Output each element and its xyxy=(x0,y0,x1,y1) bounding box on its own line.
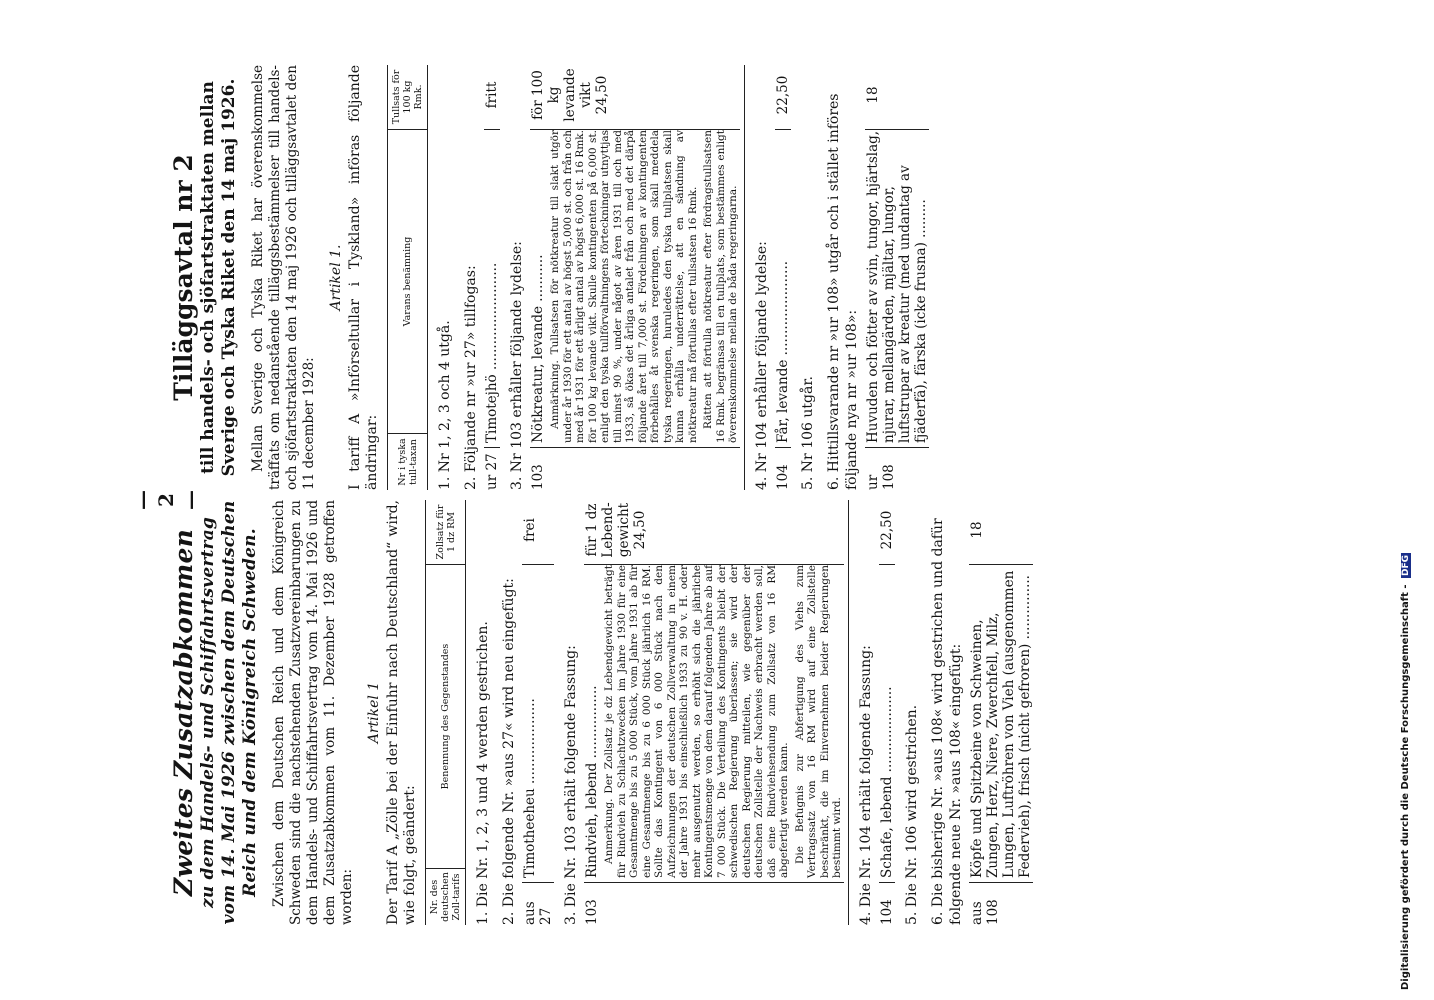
german-row-103-name: Rindvieh, lebend ................. xyxy=(584,685,600,878)
swedish-row-104-nr: 104 xyxy=(774,464,791,490)
german-note-1: Anmerkung. Der Zollsatz je dz Lebendgewicht beträgt für Rindvieh zu Schlachtzwecken im Jahre 1930 für eine Gesamtmenge bis zu 5 000 Stück, vom Jahre 1931 ab für eine Gesamtmenge bis zu 6 000 Stück jährlich 16 RM. Sollte das Kontingent von 6 000 Stück nach den Aufzeichnungen der deutschen Zollverwaltung in einem der Jahre 1931 bis einschließlich 1933 zu 90 v. H. oder mehr ausgenutzt werden, so erhöht sich die jährliche Kontingentsmenge von dem darauf folgenden Jahre ab auf 7 000 Stück. Die Verteilung des Kontingents bleibt der schwedischen Regierung überlassen; sie wird der deutschen Regierung mitteilen, wie gegenüber der deutschen Zollstelle der Nachweis erbracht werden soll, daß eine Rindviehsendung zum Zollsatz von 16 RM abgefertigt werden kann. xyxy=(603,565,790,878)
german-row-104-name: Schafe, lebend .................... xyxy=(879,565,895,883)
swedish-note-1: Anmärkning. Tullsatsen för nötkreatur till slakt utgör under år 1930 för ett antal av högst 5,000 st. och från och med år 1931 för ett årligt antal av högst 6,000 st. 16 Rmk. för 100 kg levande vikt. Skulle kontingenten på 6,000 st. enligt den tyska tullförvaltningens förteckningar utnyttjas till minst 90 %, under något av åren 1931 till och med 1933, så ökas det årliga antalet från och med det därpå följande året till 7,000 st. Fördelningen av kontingenten förbehålles åt svenska regeringen, som skall meddela tyska regeringen, huruledes den tyska tullplatsen skall kunna erhålla underrättelse, att en sändning av nötkreatur må förtullas efter tullsatsen 16 Rmk. xyxy=(549,130,699,443)
german-table-header xyxy=(425,500,466,925)
swedish-row-104-name: Får, levande ...................... xyxy=(775,130,791,448)
swedish-item-1: 1. Nr 1, 2, 3 och 4 utgå. xyxy=(437,320,453,490)
footer-credit xyxy=(1400,553,1411,990)
german-row-104-duty: 22,50 xyxy=(879,500,895,565)
swedish-article-text: I tariff A »Införseltullar i Tyskland» införas följande ändringar: xyxy=(347,65,380,490)
german-row-103-name-cell xyxy=(584,565,844,883)
german-th-nr: Nr. des deutschen Zoll-tarifs xyxy=(426,868,465,925)
german-row-27-name: Timotheeheu .................... xyxy=(522,565,554,883)
page-number: — 2 — xyxy=(130,490,202,510)
swedish-row-108-duty: 18 xyxy=(865,65,929,130)
swedish-th-name: Varans benämning xyxy=(388,129,427,433)
swedish-row-104 xyxy=(775,65,791,490)
german-row-103-nr: 103 xyxy=(584,899,600,925)
german-th-name: Benennung des Gegenstandes xyxy=(426,564,465,868)
german-item-5: 5. Die Nr. 106 wird gestrichen. xyxy=(903,704,920,925)
german-row-103 xyxy=(584,500,844,925)
swedish-item-6: 6. Hittillsvarande nr »ur 108» utgår och i stället införes följande nya nr »ur 108»: xyxy=(825,93,860,490)
german-item-2: 2. Die folgende Nr. »aus 27« wird neu eingefügt: xyxy=(501,578,517,925)
footer-credit-text: Digitalisierung gefördert durch die Deutsche Forschungsgemeinschaft - xyxy=(1400,584,1411,990)
german-item-1: 1. Die Nr. 1, 2, 3 und 4 werden gestrichen. xyxy=(475,621,491,925)
swedish-separator xyxy=(744,65,745,490)
german-article-text: Der Tarif A „Zölle bei der Einfuhr nach Deutschland“ wird, wie folgt, geändert: xyxy=(385,500,418,925)
german-item-4: 4. Die Nr. 104 erhält folgende Fassung: xyxy=(857,645,874,925)
german-separator xyxy=(848,500,849,925)
german-item-6: 6. Die bisherige Nr. »aus 108« wird gestrichen und dafür folgende neue Nr. »aus 108« eingefügt: xyxy=(929,518,964,925)
swedish-row-27-duty: fritt xyxy=(484,65,500,130)
swedish-row-103-name: Nötkreatur, levande ........... xyxy=(530,254,546,443)
german-subtitle: zu dem Handels- und Schiffahrtsvertrag vom 14. Mai 1926 zwischen dem Deutschen Reich und dem Königreich Schweden. xyxy=(198,500,260,925)
german-row-27-nr: aus 27 xyxy=(522,901,554,925)
german-th-duty: Zollsatz für 1 dz RM xyxy=(434,504,457,560)
swedish-row-103-duty: för 100 kg levande vikt 24,50 xyxy=(530,65,740,130)
german-row-104 xyxy=(879,500,895,925)
swedish-item-2: 2. Följande nr »ur 27» tillfogas: xyxy=(463,265,479,490)
swedish-th-nr: Nr i tyska tull-taxan xyxy=(388,433,427,490)
german-note-2: Die Befugnis zur Abfertigung des Viehs zum Vertragssatz von 16 RM wird auf eine Zollstelle beschränkt, die im Einvernehmen beider Regierungen bestimmt wird. xyxy=(793,565,843,878)
swedish-item-5: 5. Nr 106 utgår. xyxy=(799,376,816,490)
german-row-108-nr: aus 108 xyxy=(968,899,1001,925)
swedish-row-108-name: Huvuden och fötter av svin, tungor, hjärtslag, njurar, mellangärden, mjältar, lungor, luftstrupar av kreatur (med undantag av fjäderfä), färska (icke frusna) ......... xyxy=(865,130,929,448)
swedish-row-108-nr: ur 108 xyxy=(864,464,897,490)
swedish-row-27-nr: ur 27 xyxy=(484,453,500,490)
swedish-th-duty: Tullsats för 100 kg Rmk. xyxy=(391,69,424,125)
german-row-103-duty: für 1 dz Lebend-gewicht 24,50 xyxy=(584,500,844,565)
german-row-27 xyxy=(522,500,554,925)
swedish-item-4: 4. Nr 104 erhåller följande lydelse: xyxy=(753,241,770,490)
swedish-row-104-duty: 22,50 xyxy=(775,65,791,130)
swedish-article-heading: Artikel 1. xyxy=(328,244,344,311)
german-title: Zweites Zusatzabkommen xyxy=(169,529,198,896)
dfg-logo: DFG xyxy=(1401,554,1411,576)
swedish-row-27 xyxy=(484,65,500,490)
german-column xyxy=(170,500,1037,925)
swedish-row-103-name-cell xyxy=(530,130,740,448)
swedish-column xyxy=(170,65,933,490)
german-article-heading: Artikel 1 xyxy=(366,681,382,744)
swedish-row-108 xyxy=(865,65,929,490)
german-intro: Zwischen dem Deutschen Reich und dem Königreich Schweden sind die nachstehenden Zusatzvereinbarungen zu dem Handels- und Schiffahrtsvertrag vom 14. Mai 1926 und dem Zusatzabkommen vom 11. Dezember 1928 getroffen worden: xyxy=(271,500,355,925)
swedish-item-3: 3. Nr 103 erhåller följande lydelse: xyxy=(509,241,525,490)
swedish-subtitle: till handels- och sjöfartstraktaten mellan Sverige och Tyska Riket den 14 maj 1926. xyxy=(198,78,239,477)
german-row-108 xyxy=(969,500,1033,925)
swedish-row-103 xyxy=(530,65,740,490)
german-title-block xyxy=(170,500,261,925)
german-row-108-name: Köpfe und Spitzbeine von Schweinen, Zungen, Herz, Niere, Zwerchfell, Milz, Lungen, Luftröhren von Vieh (ausgenommen Federvieh), frisch (nicht gefroren) ............... xyxy=(969,565,1033,883)
german-item-3: 3. Die Nr. 103 erhält folgende Fassung: xyxy=(563,645,579,925)
swedish-table-header xyxy=(387,65,428,490)
swedish-row-27-name: Timotejhö ......................... xyxy=(484,130,500,448)
german-row-104-nr: 104 xyxy=(878,899,895,925)
swedish-note-2: Rätten att förtulla nötkreatur efter fördragstullsatsen 16 Rmk. begränsas till en tullplats, som bestämmes enligt överenskommelse mellan de båda regeringarna. xyxy=(702,130,739,443)
swedish-title: Tilläggsavtal nr 2 xyxy=(169,154,198,401)
german-row-27-duty: frei xyxy=(522,500,554,565)
swedish-row-103-nr: 103 xyxy=(530,464,546,490)
swedish-intro: Mellan Sverige och Tyska Riket har överenskommelse träffats om nedanstående tilläggsbestämmelser till handels- och sjöfartstraktaten den 14 maj 1926 och tilläggsavtalet den 11 december 1928: xyxy=(250,65,317,490)
german-row-108-duty: 18 xyxy=(969,500,1033,565)
swedish-title-block xyxy=(170,65,240,490)
